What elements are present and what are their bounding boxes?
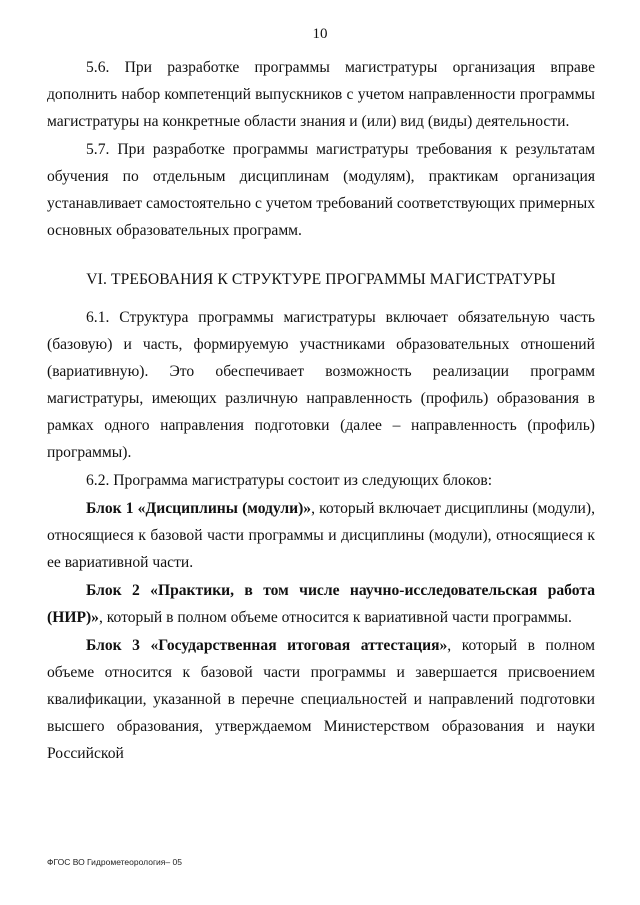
paragraph-5-6: 5.6. При разработке программы магистратуры организация вправе дополнить набор компетенций выпускников с учетом направленности программы магистратуры на конкретные области знания и (или) вид (виды) деятельности. — [47, 59, 595, 130]
block-3-paragraph — [47, 632, 595, 767]
block-1-text: , который включает дисциплины (модули), относящиеся к базовой части программы и дисциплины (модули), относящиеся к ее вариативной части. — [47, 500, 595, 571]
block-3-text: , который в полном объеме относится к базовой части программы и завершается присвоением квалификации, указанной в перечне специальностей и направлений подготовки высшего образования, утверждаемом Министерством образования и науки Российской — [47, 637, 595, 762]
page-number: 10 — [312, 26, 328, 42]
footer-document-code: ФГОС ВО Гидрометеорология– 05 — [47, 857, 182, 867]
block-3-title: Блок 3 «Государственная итоговая аттестация» — [86, 637, 448, 654]
document-body — [47, 54, 595, 767]
paragraph-5-7: 5.7. При разработке программы магистратуры требования к результатам обучения по отдельным дисциплинам (модулям), практикам организация устанавливает самостоятельно с учетом требований соответствующих примерных основных образовательных программ. — [47, 141, 595, 239]
block-1-paragraph — [47, 495, 595, 576]
block-2-paragraph — [47, 577, 595, 631]
paragraph-6-1: 6.1. Структура программы магистратуры включает обязательную часть (базовую) и часть, формируемую участниками образовательных отношений (вариативную). Это обеспечивает возможность реализации программ магистратуры, имеющих различную направленность (профиль) образования в рамках одного направления подготовки (далее – направленность (профиль) программы). — [47, 309, 595, 461]
block-2-title: Блок 2 «Практики, в том числе научно-исследовательская работа (НИР)» — [47, 582, 595, 626]
section-heading: VI. ТРЕБОВАНИЯ К СТРУКТУРЕ ПРОГРАММЫ МАГИСТРАТУРЫ — [86, 271, 556, 288]
paragraph-6-2: 6.2. Программа магистратуры состоит из следующих блоков: — [86, 472, 493, 489]
block-1-title: Блок 1 «Дисциплины (модули)» — [86, 500, 312, 517]
block-2-text: , который в полном объеме относится к вариативной части программы. — [98, 609, 572, 626]
